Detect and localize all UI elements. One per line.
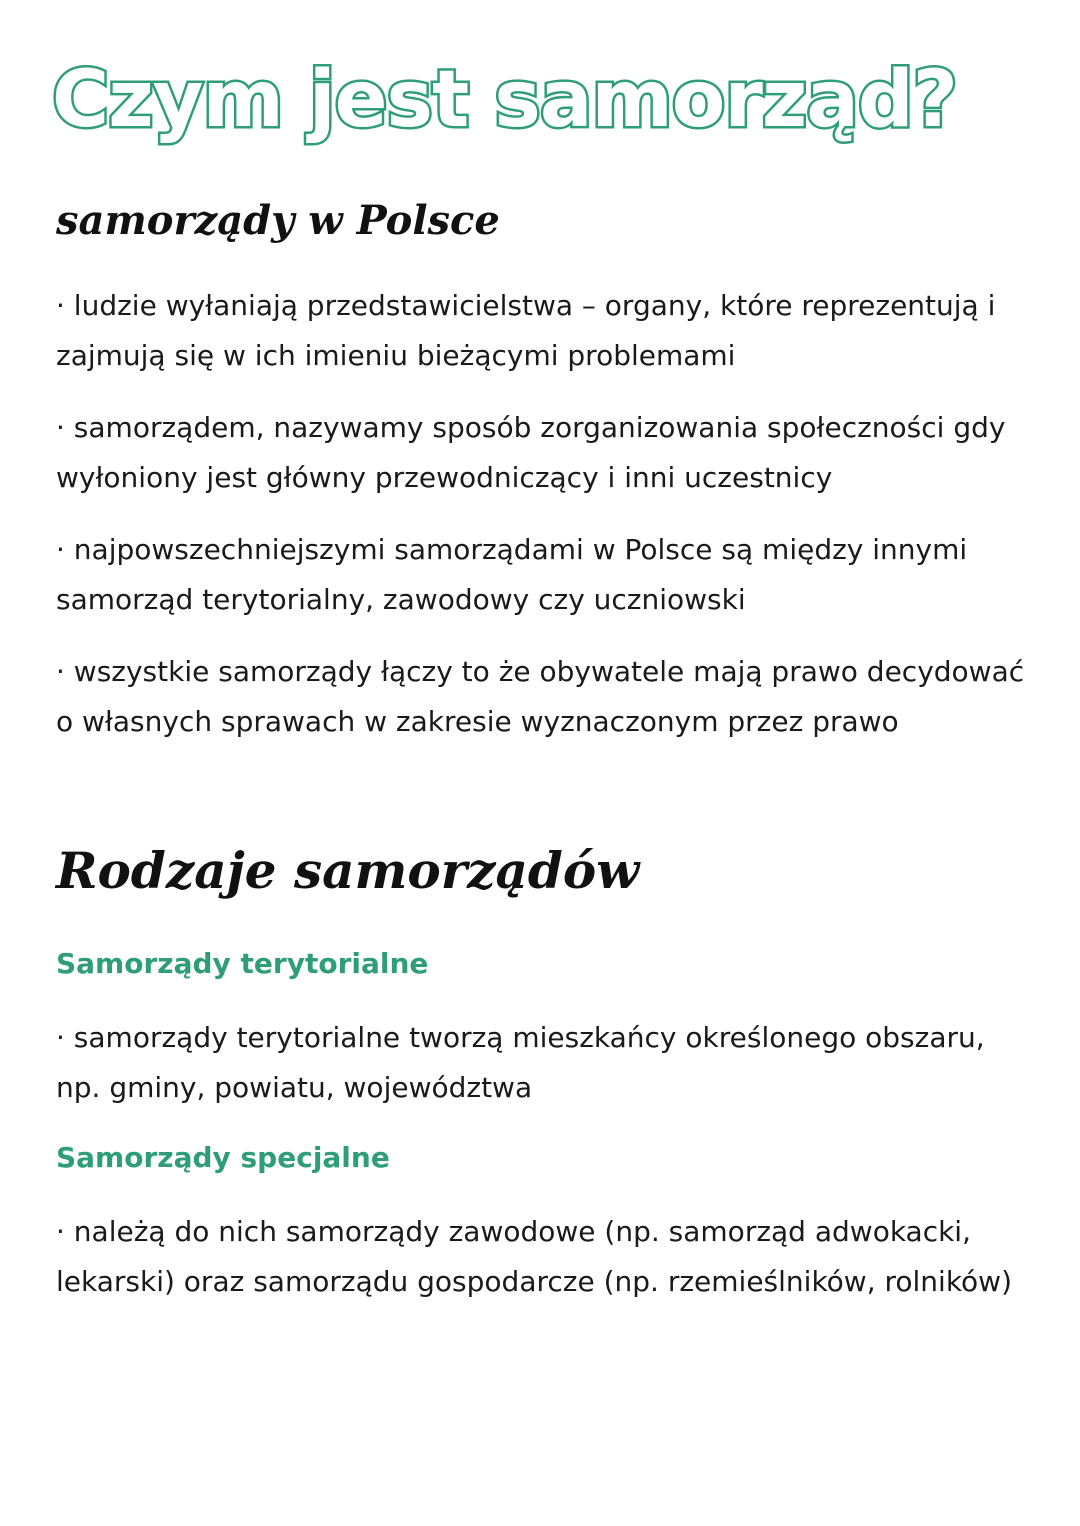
bullet-item: · najpowszechniejszymi samorządami w Polsce są między innymi samorząd terytorialny, zawodowy czy uczniowski <box>56 533 968 616</box>
bullet-item: · samorządy terytorialne tworzą mieszkańcy określonego obszaru, np. gminy, powiatu, województwa <box>56 1021 985 1104</box>
page-title: Czym jest samorząd? <box>52 55 957 145</box>
bullet-item: · samorządem, nazywamy sposób zorganizowania społeczności gdy wyłoniony jest główny przewodniczący i inni uczestnicy <box>56 411 1006 494</box>
section-heading-samorzady-w-polsce: samorządy w Polsce <box>56 197 500 244</box>
subheading-samorzady-specjalne: Samorządy specjalne <box>56 1141 390 1174</box>
section-heading-rodzaje-samorzadow: Rodzaje samorządów <box>56 841 640 900</box>
bullet-item: · należą do nich samorządy zawodowe (np. samorząd adwokacki, lekarski) oraz samorządu gospodarcze (np. rzemieślników, rolników) <box>56 1215 1012 1298</box>
bullet-item: · ludzie wyłaniają przedstawicielstwa – organy, które reprezentują i zajmują się w ich imieniu bieżącymi problemami <box>56 289 996 372</box>
bullet-item: · wszystkie samorządy łączy to że obywatele mają prawo decydować o własnych sprawach w zakresie wyznaczonym przez prawo <box>56 655 1025 738</box>
subheading-samorzady-terytorialne: Samorządy terytorialne <box>56 947 429 980</box>
